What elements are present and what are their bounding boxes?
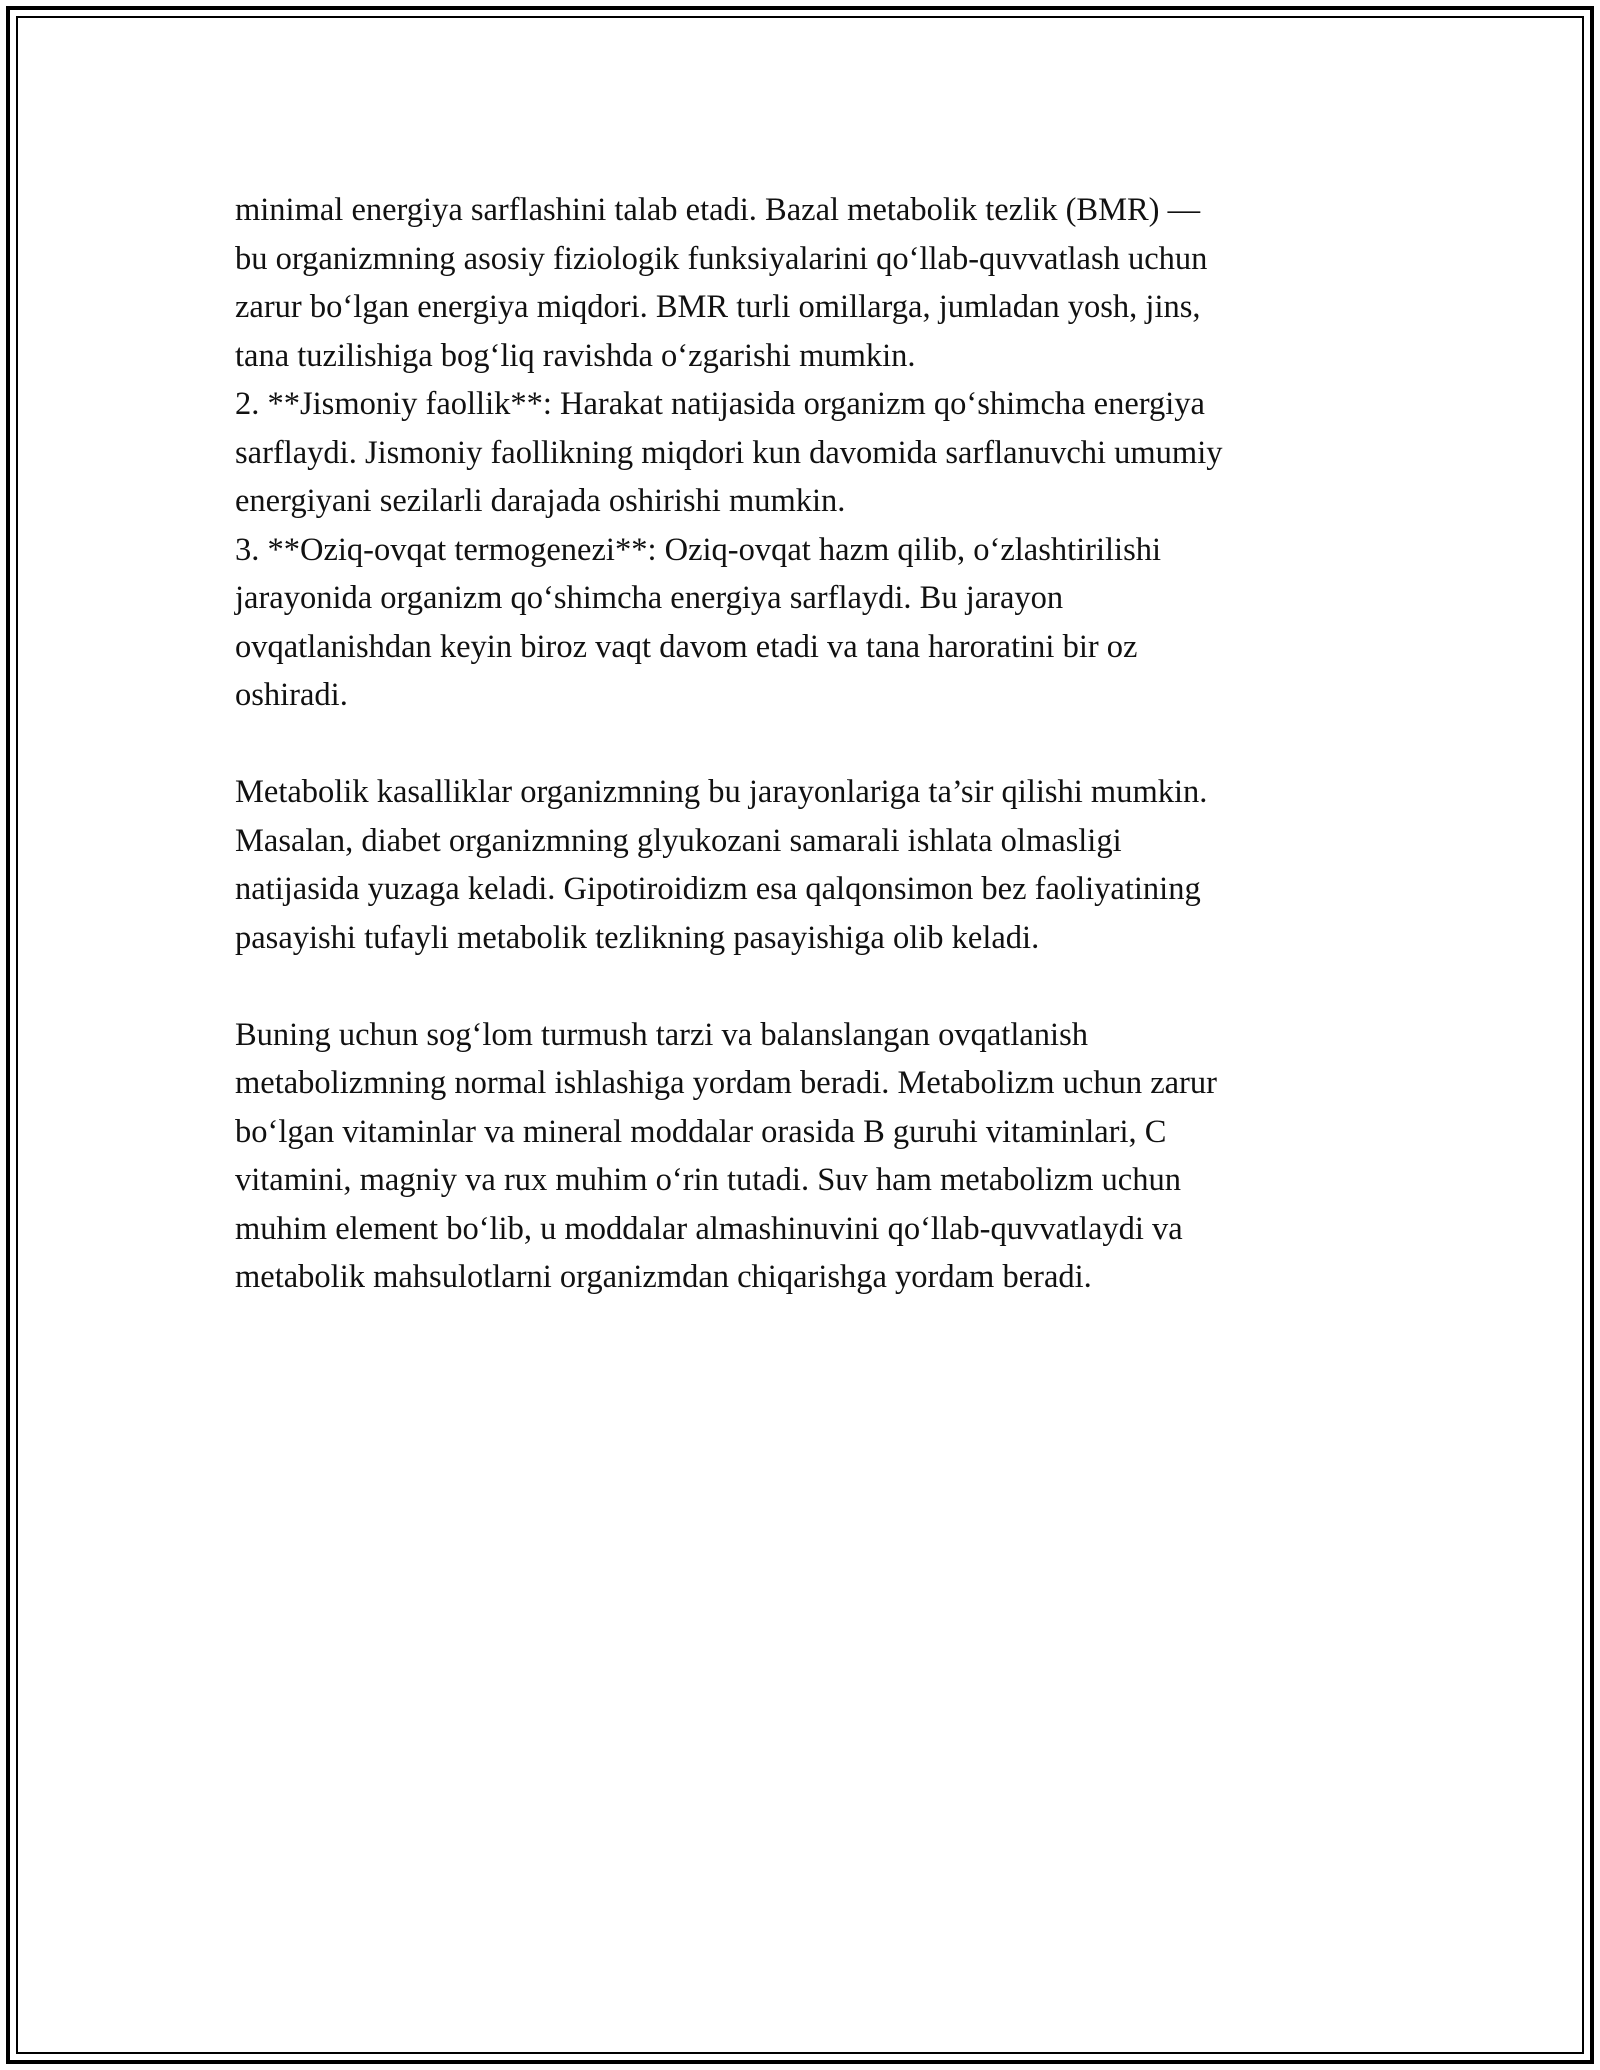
text-line: 3. **Oziq-ovqat termogenezi**: Oziq-ovqat hazm qilib, o‘zlashtirilishi	[235, 531, 1162, 568]
text-line: pasayishi tufayli metabolik tezlikning pasayishiga olib keladi.	[235, 919, 1040, 956]
text-line: muhim element bo‘lib, u moddalar almashinuvini qo‘llab-quvvatlaydi va	[235, 1210, 1183, 1247]
text-line: sarflaydi. Jismoniy faollikning miqdori kun davomida sarflanuvchi umumiy	[235, 434, 1223, 471]
text-line: metabolik mahsulotlarni organizmdan chiqarishga yordam beradi.	[235, 1259, 1092, 1295]
text-line: metabolizmning normal ishlashiga yordam beradi. Metabolizm uchun zarur	[235, 1065, 1217, 1101]
paragraph-energy-components	[235, 186, 1385, 720]
text-line: bo‘lgan vitaminlar va mineral moddalar orasida B guruhi vitaminlari, C	[235, 1113, 1167, 1150]
document-body	[235, 186, 1385, 1302]
paragraph-spacer	[235, 962, 1385, 1011]
text-line: zarur bo‘lgan energiya miqdori. BMR turli omillarga, jumladan yosh, jins,	[235, 289, 1201, 325]
text-line: bu organizmning asosiy fiziologik funksiyalarini qo‘llab-quvvatlash uchun	[235, 240, 1208, 277]
text-line: natijasida yuzaga keladi. Gipotiroidizm esa qalqonsimon bez faoliyatining	[235, 871, 1201, 907]
text-line: Metabolik kasalliklar organizmning bu jarayonlariga ta’sir qilishi mumkin.	[235, 774, 1208, 810]
paragraph-metabolic-diseases	[235, 768, 1385, 962]
text-line: 2. **Jismoniy faollik**: Harakat natijasida organizm qo‘shimcha energiya	[235, 386, 1205, 422]
text-line: Masalan, diabet organizmning glyukozani samarali ishlata olmasligi	[235, 822, 1122, 859]
text-line: Buning uchun sog‘lom turmush tarzi va balanslangan ovqatlanish	[235, 1016, 1088, 1053]
text-line: tana tuzilishiga bog‘liq ravishda o‘zgarishi mumkin.	[235, 337, 916, 374]
paragraph-spacer	[235, 720, 1385, 769]
text-line: minimal energiya sarflashini talab etadi. Bazal metabolik tezlik (BMR) —	[235, 192, 1201, 228]
paragraph-healthy-lifestyle	[235, 1011, 1385, 1302]
text-line: oshiradi.	[235, 677, 348, 713]
text-line: energiyani sezilarli darajada oshirishi mumkin.	[235, 483, 846, 519]
text-line: jarayonida organizm qo‘shimcha energiya sarflaydi. Bu jarayon	[235, 580, 1064, 616]
text-line: ovqatlanishdan keyin biroz vaqt davom etadi va tana haroratini bir oz	[235, 628, 1138, 665]
text-line: vitamini, magniy va rux muhim o‘rin tutadi. Suv ham metabolizm uchun	[235, 1162, 1181, 1198]
